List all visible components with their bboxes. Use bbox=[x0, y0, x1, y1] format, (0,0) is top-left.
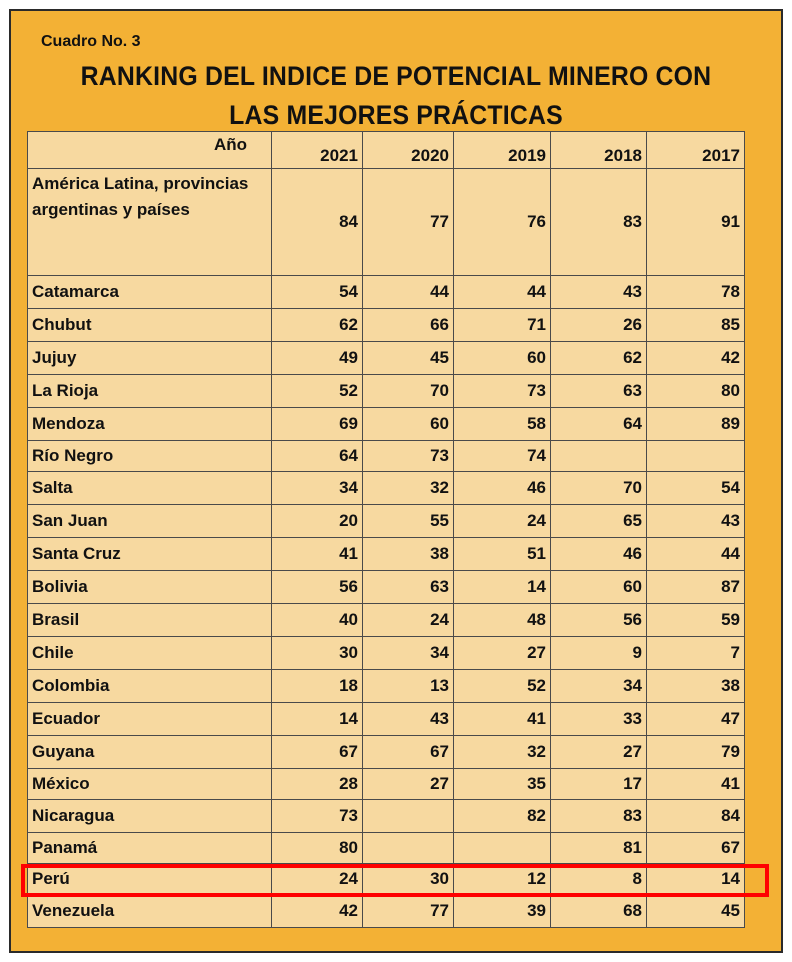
cell-value: 73 bbox=[363, 441, 454, 472]
ranking-table bbox=[27, 131, 745, 928]
cell-value: 80 bbox=[647, 375, 745, 408]
cell-value bbox=[647, 441, 745, 472]
cell-value: 27 bbox=[454, 637, 551, 670]
cell-value: 14 bbox=[272, 703, 363, 736]
row-name: Chubut bbox=[28, 309, 272, 342]
row-name: Chile bbox=[28, 637, 272, 670]
row-name: Ecuador bbox=[28, 703, 272, 736]
cell-value: 77 bbox=[363, 895, 454, 928]
cell-value: 59 bbox=[647, 604, 745, 637]
cell-value: 46 bbox=[454, 472, 551, 505]
table-row bbox=[28, 604, 745, 637]
row-name: Brasil bbox=[28, 604, 272, 637]
cell-value: 43 bbox=[551, 276, 647, 309]
row-name: Colombia bbox=[28, 670, 272, 703]
cell-value: 13 bbox=[363, 670, 454, 703]
cell-value: 52 bbox=[454, 670, 551, 703]
cell-value: 70 bbox=[551, 472, 647, 505]
row-name: San Juan bbox=[28, 505, 272, 538]
row-name: Mendoza bbox=[28, 408, 272, 441]
cell-value: 67 bbox=[363, 736, 454, 769]
year-header: 2020 bbox=[363, 132, 454, 169]
year-header: 2017 bbox=[647, 132, 745, 169]
row-name: México bbox=[28, 769, 272, 800]
row-name: Río Negro bbox=[28, 441, 272, 472]
row-name: Perú bbox=[28, 864, 272, 895]
cell-value: 38 bbox=[647, 670, 745, 703]
table-row bbox=[28, 309, 745, 342]
cell-value: 76 bbox=[454, 169, 551, 276]
table-row bbox=[28, 895, 745, 928]
table-row bbox=[28, 864, 745, 895]
cell-value: 42 bbox=[647, 342, 745, 375]
cell-value: 73 bbox=[272, 800, 363, 833]
table-row bbox=[28, 637, 745, 670]
cell-value: 66 bbox=[363, 309, 454, 342]
cell-value: 30 bbox=[363, 864, 454, 895]
cell-value: 28 bbox=[272, 769, 363, 800]
cell-value: 46 bbox=[551, 538, 647, 571]
cell-value: 60 bbox=[363, 408, 454, 441]
row-name: Jujuy bbox=[28, 342, 272, 375]
cell-value: 70 bbox=[363, 375, 454, 408]
row-name: Nicaragua bbox=[28, 800, 272, 833]
cell-value: 7 bbox=[647, 637, 745, 670]
table-row bbox=[28, 276, 745, 309]
cell-value: 51 bbox=[454, 538, 551, 571]
cell-value: 54 bbox=[647, 472, 745, 505]
cell-value: 71 bbox=[454, 309, 551, 342]
cell-value: 77 bbox=[363, 169, 454, 276]
cell-value: 32 bbox=[454, 736, 551, 769]
cell-value: 52 bbox=[272, 375, 363, 408]
cell-value: 82 bbox=[454, 800, 551, 833]
cell-value: 43 bbox=[647, 505, 745, 538]
cell-value: 60 bbox=[454, 342, 551, 375]
cell-value: 12 bbox=[454, 864, 551, 895]
cell-value: 8 bbox=[551, 864, 647, 895]
cell-value bbox=[551, 441, 647, 472]
cell-value: 18 bbox=[272, 670, 363, 703]
cell-value: 34 bbox=[272, 472, 363, 505]
table-row bbox=[28, 408, 745, 441]
cell-value: 26 bbox=[551, 309, 647, 342]
cell-value: 55 bbox=[363, 505, 454, 538]
year-header: 2021 bbox=[272, 132, 363, 169]
table-row bbox=[28, 833, 745, 864]
cell-value: 58 bbox=[454, 408, 551, 441]
cell-value: 47 bbox=[647, 703, 745, 736]
year-header: 2018 bbox=[551, 132, 647, 169]
cell-value: 87 bbox=[647, 571, 745, 604]
cell-value: 64 bbox=[551, 408, 647, 441]
page-title-line-2: LAS MEJORES PRÁCTICAS bbox=[229, 100, 563, 130]
cell-value: 41 bbox=[454, 703, 551, 736]
table-row bbox=[28, 800, 745, 833]
cell-value: 84 bbox=[647, 800, 745, 833]
cell-value: 78 bbox=[647, 276, 745, 309]
cell-value: 62 bbox=[272, 309, 363, 342]
cell-value: 9 bbox=[551, 637, 647, 670]
cell-value: 63 bbox=[551, 375, 647, 408]
cell-value: 62 bbox=[551, 342, 647, 375]
cell-value: 41 bbox=[647, 769, 745, 800]
cell-value: 44 bbox=[454, 276, 551, 309]
cell-value: 42 bbox=[272, 895, 363, 928]
page-title-line-1: RANKING DEL INDICE DE POTENCIAL MINERO CON bbox=[80, 61, 712, 91]
cell-value: 83 bbox=[551, 800, 647, 833]
aggregate-row bbox=[28, 169, 745, 276]
cell-value: 40 bbox=[272, 604, 363, 637]
row-name: Guyana bbox=[28, 736, 272, 769]
cell-value: 85 bbox=[647, 309, 745, 342]
row-name: La Rioja bbox=[28, 375, 272, 408]
cell-value: 14 bbox=[454, 571, 551, 604]
cell-value: 89 bbox=[647, 408, 745, 441]
cell-value: 45 bbox=[363, 342, 454, 375]
year-header: 2019 bbox=[454, 132, 551, 169]
cell-value: 73 bbox=[454, 375, 551, 408]
row-name: Panamá bbox=[28, 833, 272, 864]
row-name: Catamarca bbox=[28, 276, 272, 309]
cell-value: 44 bbox=[647, 538, 745, 571]
header-row bbox=[28, 132, 745, 169]
cell-value: 24 bbox=[363, 604, 454, 637]
cell-value: 35 bbox=[454, 769, 551, 800]
cell-value: 38 bbox=[363, 538, 454, 571]
cell-value: 69 bbox=[272, 408, 363, 441]
row-name: Santa Cruz bbox=[28, 538, 272, 571]
cell-value: 67 bbox=[272, 736, 363, 769]
cell-value: 39 bbox=[454, 895, 551, 928]
table-row bbox=[28, 769, 745, 800]
table-number-label: Cuadro No. 3 bbox=[41, 33, 141, 50]
cell-value: 49 bbox=[272, 342, 363, 375]
table-row bbox=[28, 703, 745, 736]
cell-value: 91 bbox=[647, 169, 745, 276]
cell-value bbox=[454, 833, 551, 864]
cell-value: 64 bbox=[272, 441, 363, 472]
cell-value: 24 bbox=[272, 864, 363, 895]
cell-value: 48 bbox=[454, 604, 551, 637]
cell-value: 45 bbox=[647, 895, 745, 928]
cell-value: 67 bbox=[647, 833, 745, 864]
cell-value: 84 bbox=[272, 169, 363, 276]
table-row bbox=[28, 375, 745, 408]
cell-value: 54 bbox=[272, 276, 363, 309]
year-header-label: Año bbox=[28, 132, 272, 169]
cell-value: 14 bbox=[647, 864, 745, 895]
cell-value: 65 bbox=[551, 505, 647, 538]
cell-value: 43 bbox=[363, 703, 454, 736]
cell-value bbox=[363, 833, 454, 864]
cell-value: 83 bbox=[551, 169, 647, 276]
table-row bbox=[28, 441, 745, 472]
cell-value: 32 bbox=[363, 472, 454, 505]
cell-value: 17 bbox=[551, 769, 647, 800]
cell-value: 60 bbox=[551, 571, 647, 604]
table-row bbox=[28, 342, 745, 375]
cell-value: 80 bbox=[272, 833, 363, 864]
cell-value: 68 bbox=[551, 895, 647, 928]
table-row bbox=[28, 505, 745, 538]
cell-value: 79 bbox=[647, 736, 745, 769]
table-row bbox=[28, 571, 745, 604]
cell-value: 44 bbox=[363, 276, 454, 309]
cell-value: 56 bbox=[551, 604, 647, 637]
table-row bbox=[28, 670, 745, 703]
cell-value: 56 bbox=[272, 571, 363, 604]
row-name: Venezuela bbox=[28, 895, 272, 928]
cell-value: 41 bbox=[272, 538, 363, 571]
cell-value: 27 bbox=[363, 769, 454, 800]
cell-value: 34 bbox=[551, 670, 647, 703]
cell-value: 20 bbox=[272, 505, 363, 538]
row-name: América Latina, provincias argentinas y países bbox=[28, 169, 272, 276]
cell-value: 27 bbox=[551, 736, 647, 769]
cell-value: 34 bbox=[363, 637, 454, 670]
cell-value: 74 bbox=[454, 441, 551, 472]
cell-value: 24 bbox=[454, 505, 551, 538]
table-row bbox=[28, 538, 745, 571]
table-row bbox=[28, 736, 745, 769]
cell-value: 81 bbox=[551, 833, 647, 864]
cell-value: 33 bbox=[551, 703, 647, 736]
row-name: Bolivia bbox=[28, 571, 272, 604]
table-row bbox=[28, 472, 745, 505]
cell-value: 30 bbox=[272, 637, 363, 670]
cell-value bbox=[363, 800, 454, 833]
cell-value: 63 bbox=[363, 571, 454, 604]
row-name: Salta bbox=[28, 472, 272, 505]
